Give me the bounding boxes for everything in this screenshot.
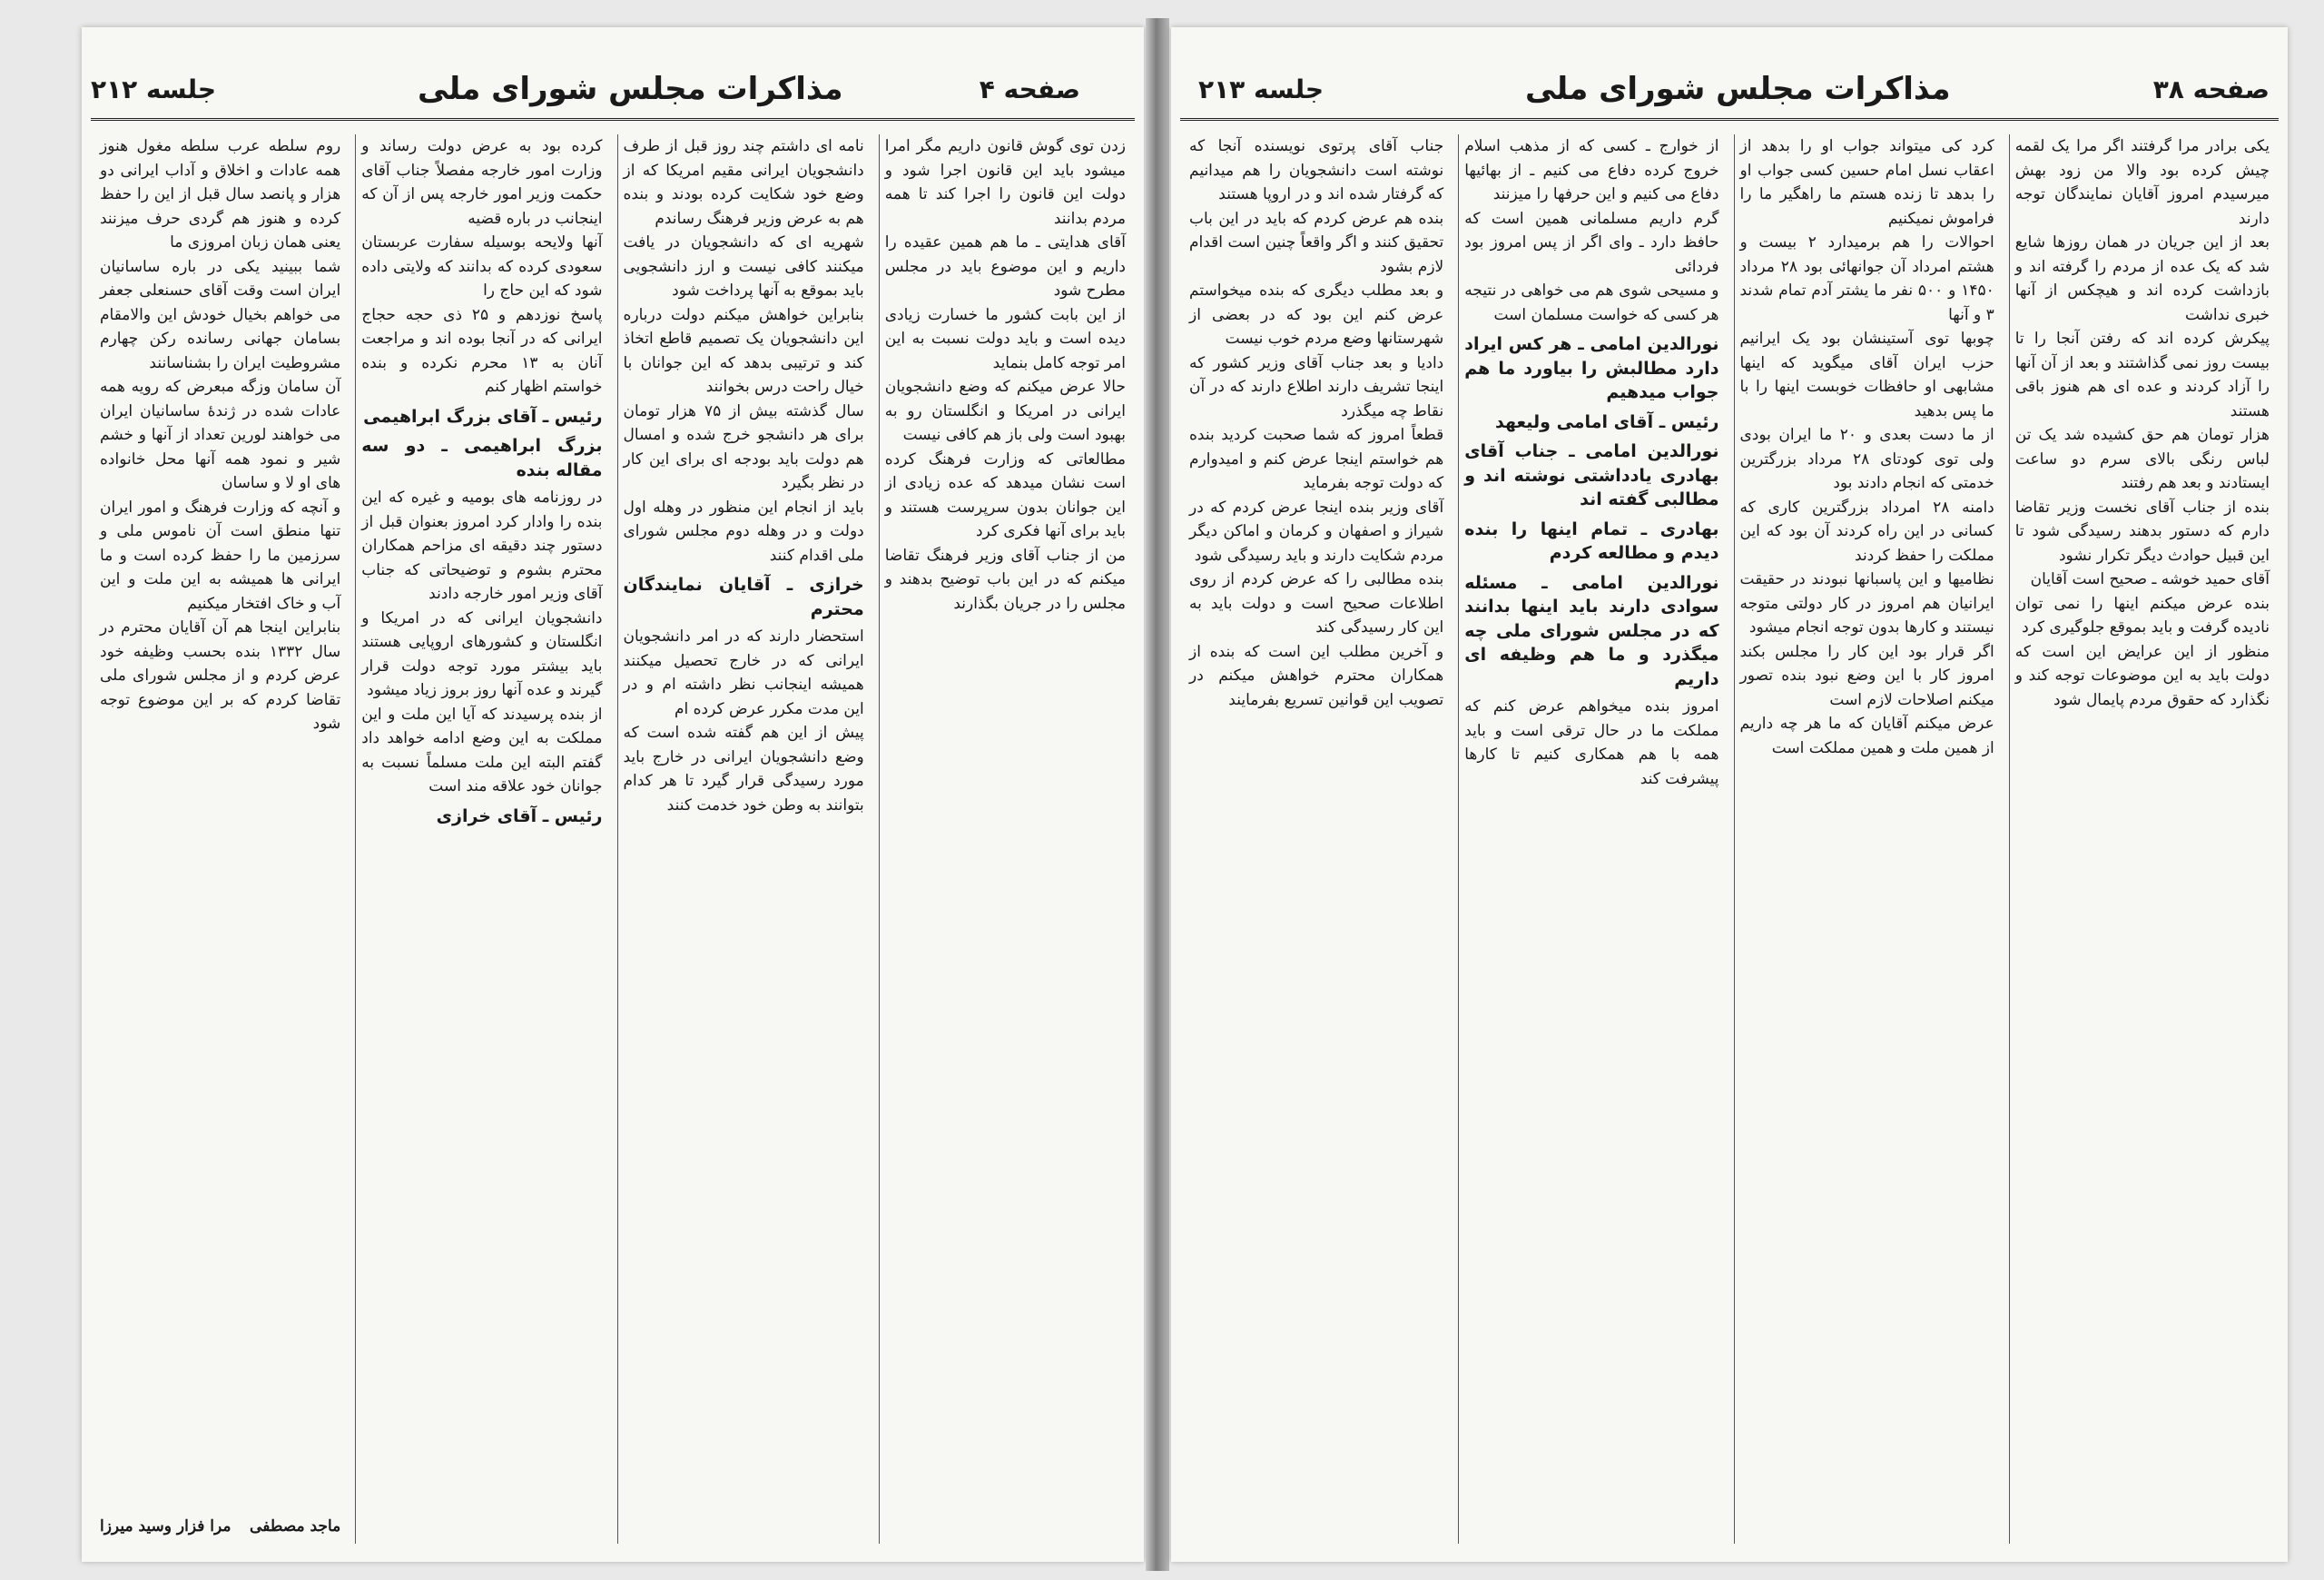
paragraph: بنده عرض میکنم اینها را نمی توان نادیده گرفت و باید بموقع جلوگیری کرد	[2014, 594, 2270, 637]
left-col-1	[94, 134, 346, 1544]
paragraph: مطالعاتی که وزارت فرهنگ کرده است نشان میدهد که عده زیادی از این جوانان بدون سرپرست هستند و باید برای آنها فکری کرد	[884, 449, 1126, 540]
speaker-heading: خرازی ـ آقایان نمایندگان محترم	[623, 575, 864, 619]
paragraph: نامه ای داشتم چند روز قبل از طرف دانشجویان ایرانی مقیم امریکا که از وضع خود شکایت کرده بودند و بنده هم به عرض وزیر فرهنگ رساندم	[623, 137, 864, 228]
signature-left: مرا فزار وسید میرزا	[100, 1516, 231, 1536]
header-rule	[1180, 118, 2279, 121]
paragraph: من از جناب آقای وزیر فرهنگ تقاضا میکنم که در این باب توضیح بدهند و مجلس را در جریان بگذارند	[884, 546, 1126, 613]
speaker-heading: بزرگ ابراهیمی ـ دو سه مقاله بنده	[361, 436, 603, 480]
book-gutter	[1146, 18, 1169, 1571]
left-col-2	[355, 134, 607, 1544]
paragraph: پاسخ نوزدهم و ۲۵ ذی حجه حجاج ایرانی که در آنجا بوده اند و مراجعت آنان به ۱۳ محرم نکرده و بنده خواستم اظهار کنم	[361, 305, 603, 396]
paragraph: چوبها توی آستینشان بود یک ایرانیم حزب ایران آقای میگوید که اینها مشابهی او حافظات خوبست اینها را با ما پس بدهید	[1739, 330, 1994, 420]
speaker-heading: رئیس ـ آقای بزرگ ابراهیمی	[363, 406, 603, 427]
paragraph: هزار تومان هم حق کشیده شد یک تن لباس رنگی بالای سرم دو ساعت ایستادند و بعد هم رفتند	[2014, 426, 2270, 492]
speaker-heading: رئیس ـ آقای امامی ولیعهد	[1495, 411, 1719, 432]
paragraph: از این بابت کشور ما خسارت زیادی دیده است و باید دولت نسبت به این امر توجه کامل بنماید	[884, 305, 1126, 372]
paragraph: حالا عرض میکنم که وضع دانشجویان ایرانی در امریکا و انگلستان رو به بهبود است ولی باز هم کافی نیست	[884, 378, 1126, 444]
paragraph: آن سامان وزگه مبعرض که رویه همه عادات شده در ژندۀ ساسانیان ایران می خواهند لورین تعداد از آنها و خشم شیر و نمود همه آنها محل خانواده های او لا و ساسان	[100, 378, 341, 492]
right-page-title: مذاکرات مجلس شورای ملی	[1525, 71, 1951, 107]
signature-right: ماجد مصطفی	[250, 1516, 341, 1536]
left-page	[82, 27, 1144, 1562]
paragraph: امروز بنده میخواهم عرض کنم که مملکت ما در حال ترقی است و باید همه با هم همکاری کنیم تا کارها پیشرفت کند	[1464, 697, 1719, 788]
paragraph: شهریه ای که دانشجویان در یافت میکنند کافی نیست و ارز دانشجویی باید بموقع به آنها پرداخت شود	[623, 233, 864, 300]
right-page-columns	[1184, 134, 2275, 1544]
paragraph: بعد از این جریان در همان روزها شایع شد که یک عده از مردم را گرفته اند و بازداشت کرده اند و هیچکس از آنها خبری نداشت	[2014, 233, 2270, 324]
paragraph: زدن توی گوش قانون داریم مگر امرا میشود باید این قانون اجرا شود و دولت این قانون را اجرا کند تا همه مردم بدانند	[884, 137, 1126, 228]
paragraph: از خوارج ـ کسی که از مذهب اسلام خروج کرده دفاع می کنیم ـ از بهائیها دفاع می کنیم و این حرفها را میزنند	[1464, 137, 1719, 203]
left-page-columns	[94, 134, 1131, 1544]
right-col-3	[1458, 134, 1724, 1544]
paragraph: از ما دست بعدی و ۲۰ ما ایران بودی ولی توی کودتای ۲۸ مرداد بزرگترین خدمتی که انجام دادند بود	[1739, 426, 1994, 492]
paragraph: شما ببینید یکی در باره ساسانیان ایران است وقت آقای حسنعلی جعفر می خواهم بخیال خودش این والامقام بسامان جهانی رسانده رکن چهارم مشروطیت ایران را بشناسانند	[100, 257, 341, 372]
left-page-title: مذاکرات مجلس شورای ملی	[418, 71, 843, 107]
paragraph: یکی برادر مرا گرفتند اگر مرا یک لقمه چیش کرده بود والا من زود بهش میرسیدم امروز آقایان نمایندگان توجه دارند	[2014, 137, 2270, 228]
paragraph: دانشجویان ایرانی که در امریکا و انگلستان و کشورهای اروپایی هستند باید بیشتر مورد توجه دولت قرار گیرند و عده آنها روز بروز زیاد میشود	[361, 608, 603, 699]
paragraph: پیش از این هم گفته شده است که وضع دانشجویان ایرانی در خارج باید مورد رسیدگی قرار گیرد تا هر کدام بتوانند به وطن خود خدمت کنند	[623, 724, 864, 815]
paragraph: آنها ولایحه بوسیله سفارت عربستان سعودی کرده که بدانند که ولایتی داده شود که این حاج را	[361, 233, 603, 300]
paragraph: پیکرش کرده اند که رفتن آنجا را تا بیست روز نمی گذاشتند و بعد از آن آنها را آزاد کردند و عده ای هم هنوز باقی هستند	[2014, 330, 2270, 420]
left-col-3	[617, 134, 870, 1544]
paragraph: منظور از این عرایض این است که دولت باید به این موضوعات توجه کند و نگذارد که حقوق مردم پایمال شود	[2014, 642, 2270, 709]
speaker-heading: نورالدین امامی ـ هر کس ایراد دارد مطالبش را بیاورد ما هم جواب میدهیم	[1464, 334, 1719, 402]
paragraph: قطعاً امروز که شما صحبت کردید بنده هم خواستم اینجا عرض کنم و امیدوارم که دولت توجه بفرماید	[1189, 426, 1444, 492]
paragraph: بنابراین اینجا هم آن آقایان محترم در سال ۱۳۳۲ بنده بحسب وظیفه خود عرض کردم و از مجلس شورای ملی تقاضا کردم که بر این موضوع توجه شود	[100, 618, 341, 733]
paragraph: باید از انجام این منظور در وهله اول دولت و در وهله دوم مجلس شورای ملی اقدام کنند	[623, 498, 864, 565]
right-page	[1171, 27, 2288, 1562]
paragraph: و مسیحی شوی هم می خواهی در نتیجه هر کسی که خواست مسلمان است	[1464, 281, 1719, 324]
paragraph: نظامیها و این پاسبانها نبودند در حقیقت ایرانیان هم امروز در کار دولتی متوجه نیستند و کارها بدون توجه انجام میشود	[1739, 570, 1994, 637]
paragraph: دادیا و بعد جناب آقای وزیر کشور که اینجا تشریف دارند اطلاع دارند که در آن نقاط چه میگذرد	[1189, 353, 1444, 420]
paragraph: بنده مطالبی را که عرض کردم از روی اطلاعات صحیح است و دولت باید به این کار رسیدگی کند	[1189, 570, 1444, 637]
speaker-heading: رئیس ـ آقای خرازی	[436, 805, 603, 826]
paragraph: آقای حمید خوشه ـ صحیح است آقایان	[2030, 570, 2270, 588]
header-rule	[91, 118, 1135, 121]
right-col-4	[1184, 134, 1449, 1544]
paragraph: کرده بود به عرض دولت رساند و وزارت امور خارجه مفصلاً جناب آقای حکمت وزیر امور خارجه پس از آن که اینجانب در باره قضیه	[361, 137, 603, 228]
paragraph: و آنچه که وزارت فرهنگ و امور ایران تنها منطق است آن ناموس ملی و سرزمین ما را حفظ کرده است و ما ایرانی ها همیشه به این ملت و این آب و خاک افتخار میکنیم	[100, 498, 341, 613]
paragraph: جناب آقای پرتوی نویسنده آنجا که نوشته است دانشجویان را هم میدانیم که گرفتار شده اند و در اروپا هستند	[1189, 137, 1444, 203]
paragraph: بنابراین خواهش میکنم دولت درباره این دانشجویان یک تصمیم قاطع اتخاذ کند و ترتیبی بدهد که این جوانان با خیال راحت درس بخوانند	[623, 305, 864, 396]
paragraph: بنده از جناب آقای نخست وزیر تقاضا دارم که دستور بدهند رسیدگی شود تا این قبیل حوادث دیگر تکرار نشود	[2014, 498, 2270, 565]
right-page-header	[1180, 65, 2279, 120]
speaker-heading: نورالدین امامی ـ جناب آقای بهادری یادداشتی نوشته اند و مطالبی گفته اند	[1464, 441, 1719, 509]
right-page-number: صفحه ۳۸	[2152, 74, 2270, 104]
paragraph: گرم داریم مسلمانی همین است که حافظ دارد ـ وای اگر از پس امروز بود فردائی	[1464, 209, 1719, 276]
paragraph: عرض میکنم آقایان که ما هر چه داریم از همین ملت و همین مملکت است	[1739, 715, 1994, 757]
left-page-header	[91, 65, 1135, 120]
paragraph: احوالات را هم برمیدارد ۲ بیست و هشتم امرداد آن جوانهائی بود ۲۸ مرداد ۱۴۵۰ و ۵۰۰ نفر ما یشتر آدم تمام شدند ۳ و آنها	[1739, 233, 1994, 324]
paragraph: کرد کی میتواند جواب او را بدهد از اعقاب نسل امام حسین کسی جواب او را بدهد تا زنده هستم ما راهگیر ما را فراموش نمیکنیم	[1739, 137, 1994, 228]
paragraph: استحضار دارند که در امر دانشجویان ایرانی که در خارج تحصیل میکنند همیشه اینجانب نظر داشته ام و در این مدت مکرر عرض کرده ام	[623, 627, 864, 718]
speaker-heading: بهادری ـ تمام اینها را بنده دیدم و مطالعه کردم	[1464, 518, 1719, 563]
paragraph: دامنه ۲۸ امرداد بزرگترین کاری که کسانی در این راه کردند آن بود که این مملکت را حفظ کردند	[1739, 498, 1994, 565]
paragraph: روم سلطه عرب سلطه مغول هنوز همه عادات و اخلاق و آداب ایرانی دو هزار و پانصد سال قبل از این را حفظ کرده و هنوز هم گردی حرف میزنند یعنی همان زبان امروزی ما	[100, 137, 341, 252]
paragraph: و بعد مطلب دیگری که بنده میخواستم عرض کنم این بود که در بعضی از شهرستانها وضع مردم خوب نیست	[1189, 281, 1444, 348]
paragraph: بنده هم عرض کردم که باید در این باب تحقیق کنند و اگر واقعاً چنین است اقدام لازم بشود	[1189, 209, 1444, 276]
paragraph: از بنده پرسیدند که آیا این ملت و این مملکت به این وضع ادامه خواهد داد گفتم البته این ملت مسلماً نسبت به جوانان خود علاقه مند است	[361, 705, 603, 795]
speaker-heading: نورالدین امامی ـ مسئله سوادی دارند باید اینها بدانند که در مجلس شورای ملی چه میگذرد و ما هم وظیفه ای داریم	[1464, 572, 1719, 689]
left-page-number: صفحه ۴	[979, 74, 1080, 104]
left-session-number: جلسه ۲۱۲	[91, 74, 217, 104]
paragraph: آقای وزیر بنده اینجا عرض کردم که در شیراز و اصفهان و کرمان و اماکن دیگر مردم شکایت دارند و باید رسیدگی شود	[1189, 498, 1444, 565]
paragraph: آقای هدایتی ـ ما هم همین عقیده را داریم و این موضوع باید در مجلس مطرح شود	[884, 233, 1126, 300]
right-col-1	[2009, 134, 2275, 1544]
paragraph: در روزنامه های بومیه و غیره که این بنده را وادار کرد امروز بعنوان قبل از دستور چند دقیقه ای مزاحم همکاران محترم بشوم و توضیحاتی که جناب آقای وزیر امور خارجه دادند	[361, 489, 603, 603]
paragraph: و آخرین مطلب این است که بنده از همکاران محترم خواهش میکنم در تصویب این قوانین تسریع بفرمایند	[1189, 642, 1444, 709]
paragraph: اگر قرار بود این کار را مجلس بکند امروز کار با این وضع نبود بنده تصور میکنم اصلاحات لازم است	[1739, 642, 1994, 709]
right-session-number: جلسه ۲۱۳	[1198, 74, 1324, 104]
right-col-2	[1734, 134, 2000, 1544]
left-col-4	[879, 134, 1131, 1544]
signature-line	[100, 1515, 340, 1539]
paragraph: سال گذشته بیش از ۷۵ هزار تومان برای هر دانشجو خرج شده و امسال هم دولت باید بودجه ای برای این کار در نظر بگیرد	[623, 401, 864, 492]
